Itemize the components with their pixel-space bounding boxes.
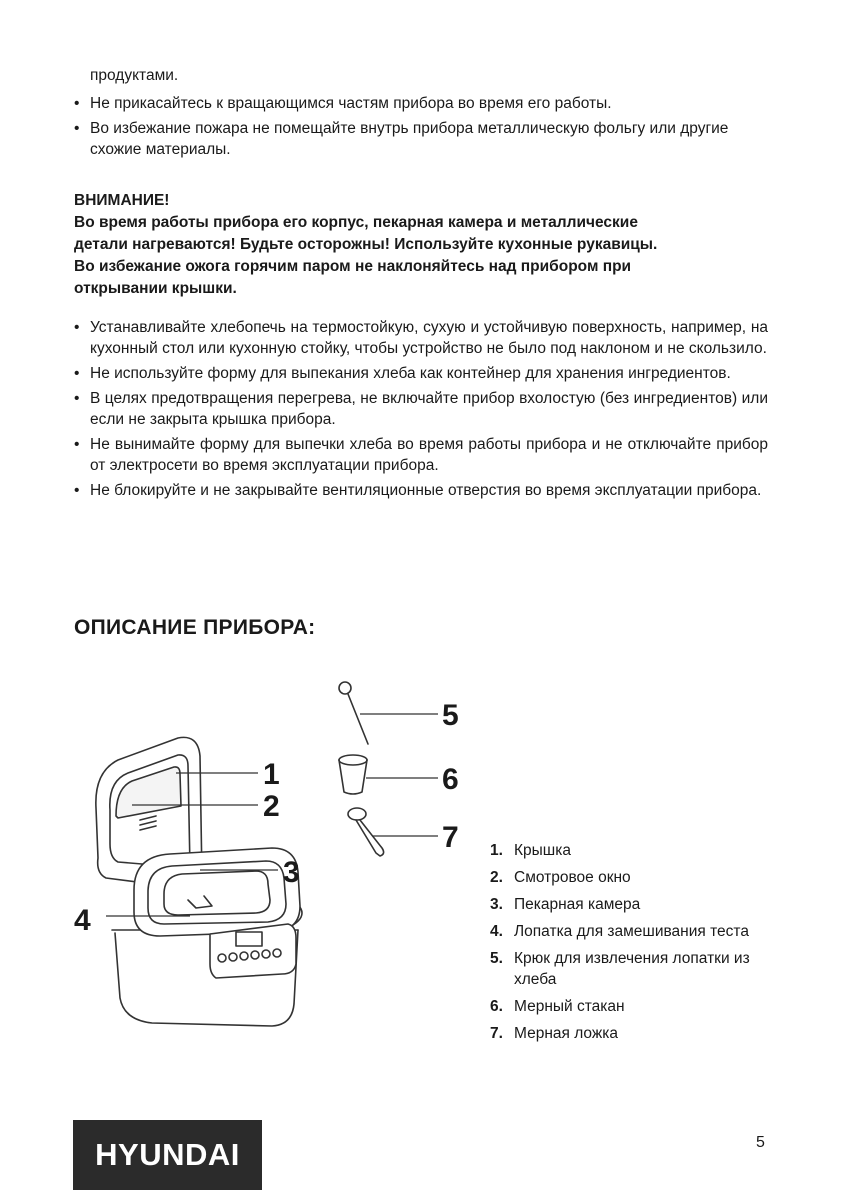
legend-item (490, 1023, 774, 1044)
callout-number: 1 (263, 758, 280, 791)
list-item: • Устанавливайте хлебопечь на термостойкую, сухую и устойчивую поверхность, например, на кухонный стол или кухонную стойку, чтобы устройство не было под наклоном и не скользило. (74, 317, 768, 359)
warning-block (74, 190, 774, 300)
callout-number: 4 (74, 904, 91, 937)
baking-chamber (134, 848, 300, 936)
legend-text: Крышка (514, 842, 571, 859)
parts-legend (490, 840, 774, 1050)
legend-item (490, 948, 774, 990)
top-bullet-list (74, 93, 768, 164)
callout-number: 2 (263, 790, 280, 823)
legend-item (490, 894, 774, 915)
legend-item (490, 996, 774, 1017)
warning-line: Во время работы прибора его корпус, пекарная камера и металлические (74, 214, 638, 231)
legend-number: 6. (490, 998, 503, 1015)
safety-bullet-list (74, 317, 768, 505)
page-number: 5 (756, 1134, 765, 1151)
list-item: • Не прикасайтесь к вращающимся частям прибора во время его работы. (74, 93, 768, 114)
legend-number: 7. (490, 1025, 503, 1042)
warning-line: Во избежание ожога горячим паром не наклоняйтесь над прибором при (74, 258, 632, 275)
legend-text: Мерная ложка (514, 1025, 618, 1042)
bread-maker-diagram (60, 668, 480, 1040)
warning-line: детали нагреваются! Будьте осторожны! Используйте кухонные рукавицы. (74, 236, 658, 253)
legend-text: Пекарная камера (514, 896, 641, 913)
legend-item (490, 921, 774, 942)
warning-title: ВНИМАНИЕ! (74, 192, 170, 209)
legend-text: Мерный стакан (514, 998, 625, 1015)
legend-item (490, 840, 774, 861)
control-panel (210, 924, 296, 978)
legend-number: 4. (490, 923, 503, 940)
legend-number: 5. (490, 950, 503, 967)
warning-line: открывании крышки. (74, 280, 237, 297)
list-item: • Не вынимайте форму для выпечки хлеба во время работы прибора и не отключайте прибор от электросети во время эксплуатации прибора. (74, 434, 768, 476)
continuation-text: продуктами. (90, 67, 179, 84)
legend-item (490, 867, 774, 888)
list-item: • Не используйте форму для выпекания хлеба как контейнер для хранения ингредиентов. (74, 363, 768, 384)
legend-number: 2. (490, 869, 503, 886)
list-item: • Не блокируйте и не закрывайте вентиляционные отверстия во время эксплуатации прибора. (74, 480, 768, 501)
list-item: • Во избежание пожара не помещайте внутрь прибора металлическую фольгу или другие схожие материалы. (74, 118, 768, 160)
measuring-cup (339, 755, 367, 794)
legend-text: Лопатка для замешивания теста (514, 923, 749, 940)
hook (339, 682, 368, 744)
callout-number: 5 (442, 699, 459, 732)
callout-number: 3 (283, 856, 300, 889)
callout-number: 6 (442, 763, 459, 796)
legend-number: 3. (490, 896, 503, 913)
legend-text: Крюк для извлечения лопатки из хлеба (514, 950, 750, 988)
measuring-spoon (348, 808, 384, 856)
legend-number: 1. (490, 842, 503, 859)
callout-number: 7 (442, 821, 459, 854)
legend-text: Смотровое окно (514, 869, 631, 886)
section-title: ОПИСАНИЕ ПРИБОРА: (74, 616, 316, 639)
list-item: • В целях предотвращения перегрева, не включайте прибор вхолостую (без ингредиентов) или если не закрыта крышка прибора. (74, 388, 768, 430)
hyundai-logo: HYUNDAI (73, 1120, 262, 1190)
